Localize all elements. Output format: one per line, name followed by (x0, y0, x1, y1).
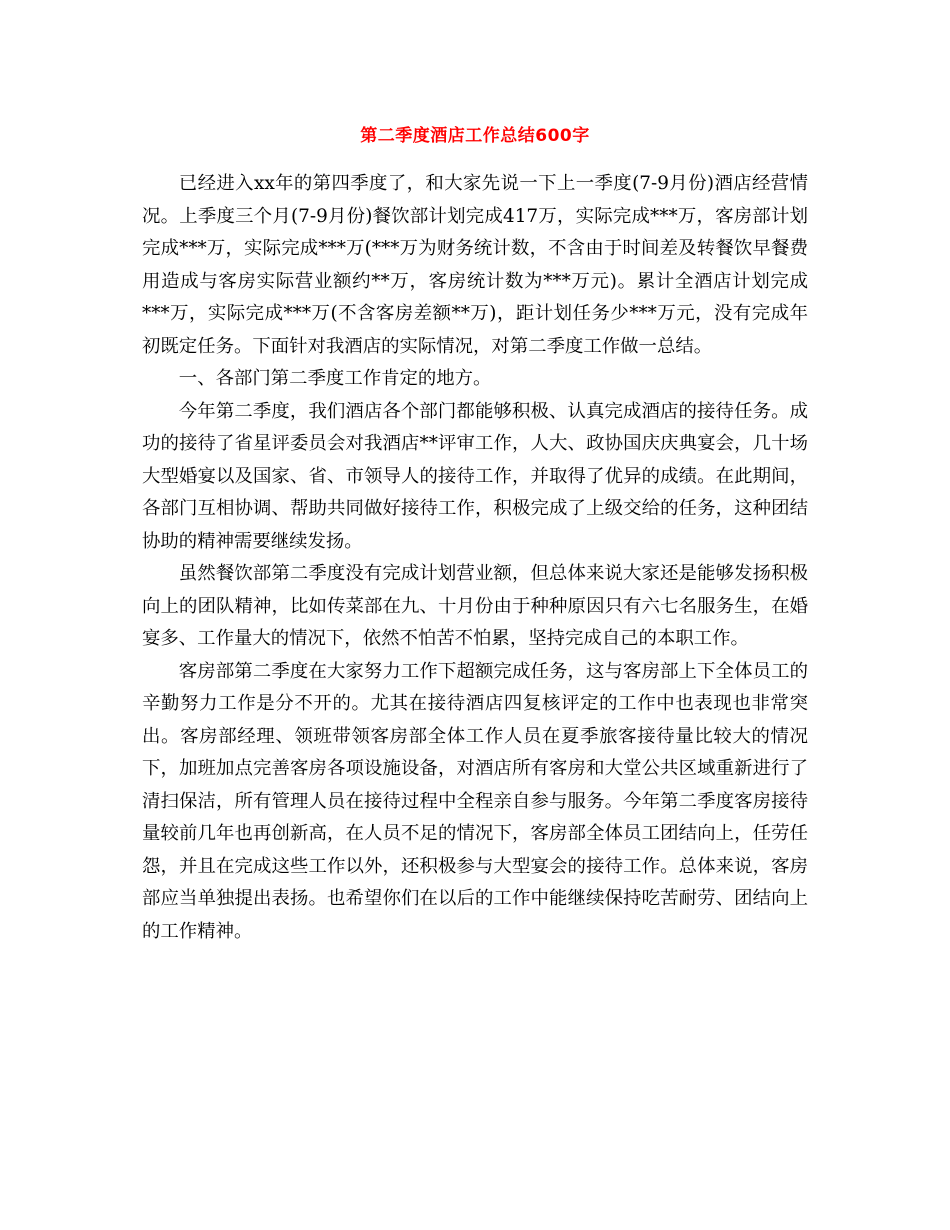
paragraph-intro: 已经进入xx年的第四季度了，和大家先说一下上一季度(7-9月份)酒店经营情况。上季度三个月(7-9月份)餐饮部计划完成417万，实际完成***万，客房部计划完成***万，实际完成***万(***万为财务统计数，不含由于时间差及转餐饮早餐费用造成与客房实际营业额约**万，客房统计数为***万元)。累计全酒店计划完成***万，实际完成***万(不含客房差额**万)，距计划任务少***万元，没有完成年初既定任务。下面针对我酒店的实际情况，对第二季度工作做一总结。 (142, 173, 808, 357)
paragraph-departments: 今年第二季度，我们酒店各个部门都能够积极、认真完成酒店的接待任务。成功的接待了省星评委员会对我酒店**评审工作，人大、政协国庆庆典宴会，几十场大型婚宴以及国家、省、市领导人的接待工作，并取得了优异的成绩。在此期间，各部门互相协调、帮助共同做好接待工作，积极完成了上级交给的任务，这种团结协助的精神需要继续发扬。 (142, 400, 808, 552)
document-title: 第二季度酒店工作总结600字 (360, 126, 590, 146)
paragraph-housekeeping: 客房部第二季度在大家努力工作下超额完成任务，这与客房部上下全体员工的辛勤努力工作是分不开的。尤其在接待酒店四复核评定的工作中也表现也非常突出。客房部经理、领班带领客房部全体工作人员在夏季旅客接待量比较大的情况下，加班加点完善客房各项设施设备，对酒店所有客房和大堂公共区域重新进行了清扫保洁，所有管理人员在接待过程中全程亲自参与服务。今年第二季度客房接待量较前几年也再创新高，在人员不足的情况下，客房部全体员工团结向上，任劳任怨，并且在完成这些工作以外，还积极参与大型宴会的接待工作。总体来说，客房部应当单独提出表扬。也希望你们在以后的工作中能继续保持吃苦耐劳、团结向上的工作精神。 (142, 660, 808, 942)
paragraph-catering: 虽然餐饮部第二季度没有完成计划营业额，但总体来说大家还是能够发扬积极向上的团队精神，比如传菜部在九、十月份由于种种原因只有六七名服务生，在婚宴多、工作量大的情况下，依然不怕苦不怕累，坚持完成自己的本职工作。 (142, 563, 808, 649)
section-heading: 一、各部门第二季度工作肯定的地方。 (178, 368, 492, 389)
document-body (142, 168, 808, 948)
